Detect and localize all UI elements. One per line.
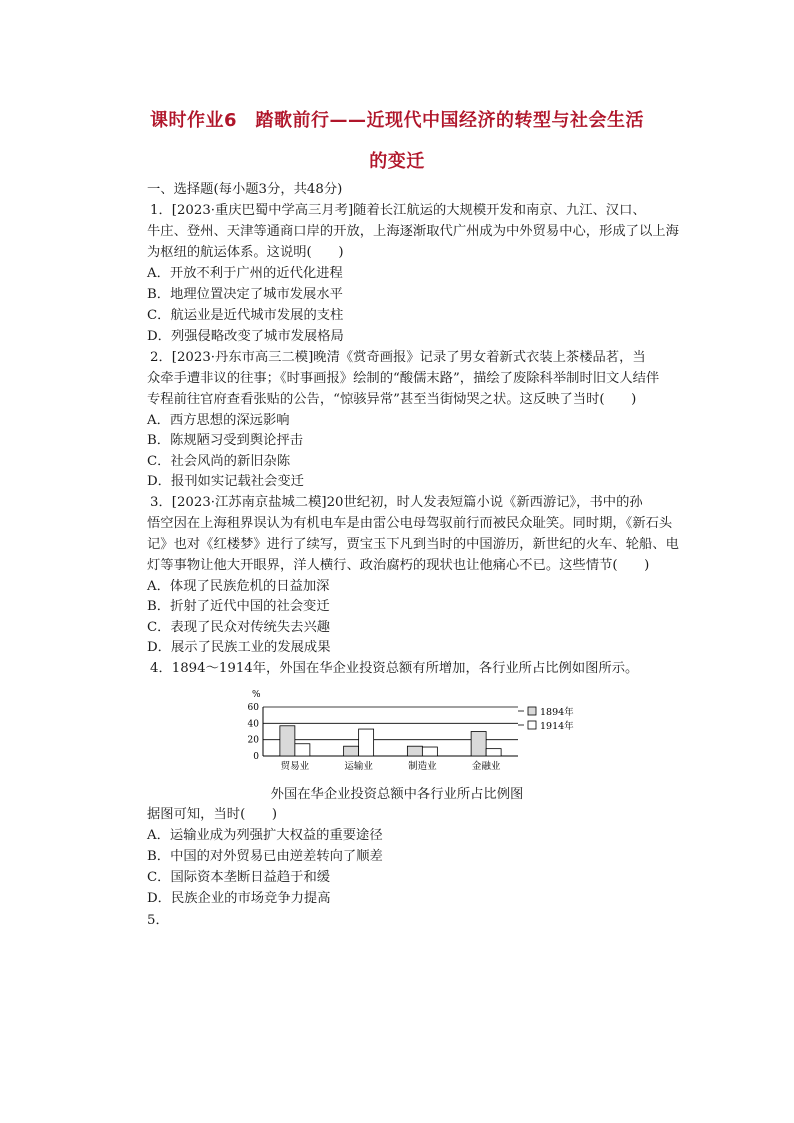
question-3-option-a: A．体现了民族危机的日益加深 [147,579,330,594]
question-3-text: 3．[2023·江苏南京盐城二模]20世纪初，时人发表短篇小说《新西游记》，书中的孙 [150,495,643,510]
question-1-text: 为枢纽的航运体系。这说明( ) [147,245,344,260]
section-heading: 一、选择题(每小题3分，共48分) [147,182,343,197]
question-3-option-c: C．表现了民众对传统失去兴趣 [147,620,331,635]
question-4-prompt: 据图可知，当时( ) [147,807,278,822]
question-1-text: 1．[2023·重庆巴蜀中学高三月考]随着长江航运的大规模开发和南京、九江、汉口、 [150,203,646,218]
question-1-option-b: B．地理位置决定了城市发展水平 [147,287,343,302]
page-title-continued: 的变迁 [369,151,425,172]
investment-bar-chart [240,685,600,780]
question-2-text: 2．[2023·丹东市高三二模]晚清《赏奇画报》记录了男女着新式衣装上茶楼品茗，当 [150,350,646,365]
bar-1894年 [280,726,295,756]
question-4-text: 4．1894～1914年，外国在华企业投资总额有所增加，各行业所占比例如图所示。 [150,661,639,676]
question-2-option-a: A．西方思想的深远影响 [147,413,290,428]
question-1-text: 牛庄、登州、天津等通商口岸的开放，上海逐渐取代广州成为中外贸易中心，形成了以上海 [147,224,679,239]
question-3-text: 记》也对《红楼梦》进行了续写，贾宝玉下凡到当时的中国游历，新世纪的火车、轮船、电 [147,537,679,552]
legend-label: 1894年 [540,707,574,718]
chart-caption: 外国在华企业投资总额中各行业所占比例图 [270,787,524,802]
question-3-option-b: B．折射了近代中国的社会变迁 [147,599,330,614]
y-axis-unit-label: % [252,690,261,700]
x-tick-label: 贸易业 [280,761,310,772]
question-2-text: 专程前往官府查看张贴的公告，“惊骇异常”甚至当街恸哭之状。这反映了当时( ) [147,392,637,407]
question-4-option-c: C．国际资本垄断日益趋于和缓 [147,870,331,885]
question-2-option-d: D．报刊如实记载社会变迁 [147,474,304,489]
legend-swatch [528,721,536,729]
x-tick-label: 金融业 [471,761,501,772]
bar-1914年 [295,744,310,756]
bar-1914年 [486,749,501,756]
question-2-option-c: C．社会风尚的新旧杂陈 [147,454,291,469]
question-3-option-d: D．展示了民族工业的发展成果 [147,640,331,655]
y-tick-label: 60 [247,703,259,713]
bar-1894年 [407,746,422,756]
question-1-option-c: C．航运业是近代城市发展的支柱 [147,308,344,323]
legend-swatch [528,707,536,715]
question-4-option-a: A．运输业成为列强扩大权益的重要途径 [147,828,383,843]
bar-1914年 [422,747,437,756]
bar-1894年 [471,732,486,757]
question-2-text: 众牵手遭非议的往事；《时事画报》绘制的“酸儒末路”，描绘了废除科举制时旧文人结伴 [147,371,660,386]
question-4-option-d: D．民族企业的市场竞争力提高 [147,891,331,906]
question-1-option-d: D．列强侵略改变了城市发展格局 [147,329,344,344]
question-2-option-b: B．陈规陋习受到舆论抨击 [147,433,304,448]
y-tick-label: 40 [247,719,259,730]
question-1-option-a: A．开放不利于广州的近代化进程 [147,266,343,281]
x-tick-label: 运输业 [344,761,373,772]
question-3-text: 悟空因在上海租界误认为有机电车是由雷公电母驾驭前行而被民众耻笑。同时期，《新石头 [147,516,673,531]
question-5-number: 5． [147,913,169,928]
x-tick-label: 制造业 [408,761,437,772]
page-title: 课时作业6 踏歌前行——近现代中国经济的转型与社会生活 [149,110,645,131]
y-tick-label: 0 [253,752,259,762]
question-3-text: 灯等事物让他大开眼界，洋人横行、政治腐朽的现状也让他痛心不已。这些情节( ) [147,558,650,573]
question-4-option-b: B．中国的对外贸易已由逆差转向了顺差 [147,849,383,864]
bar-1914年 [359,729,374,756]
legend-label: 1914年 [540,721,574,732]
y-tick-label: 20 [247,735,259,746]
bar-1894年 [344,746,359,756]
